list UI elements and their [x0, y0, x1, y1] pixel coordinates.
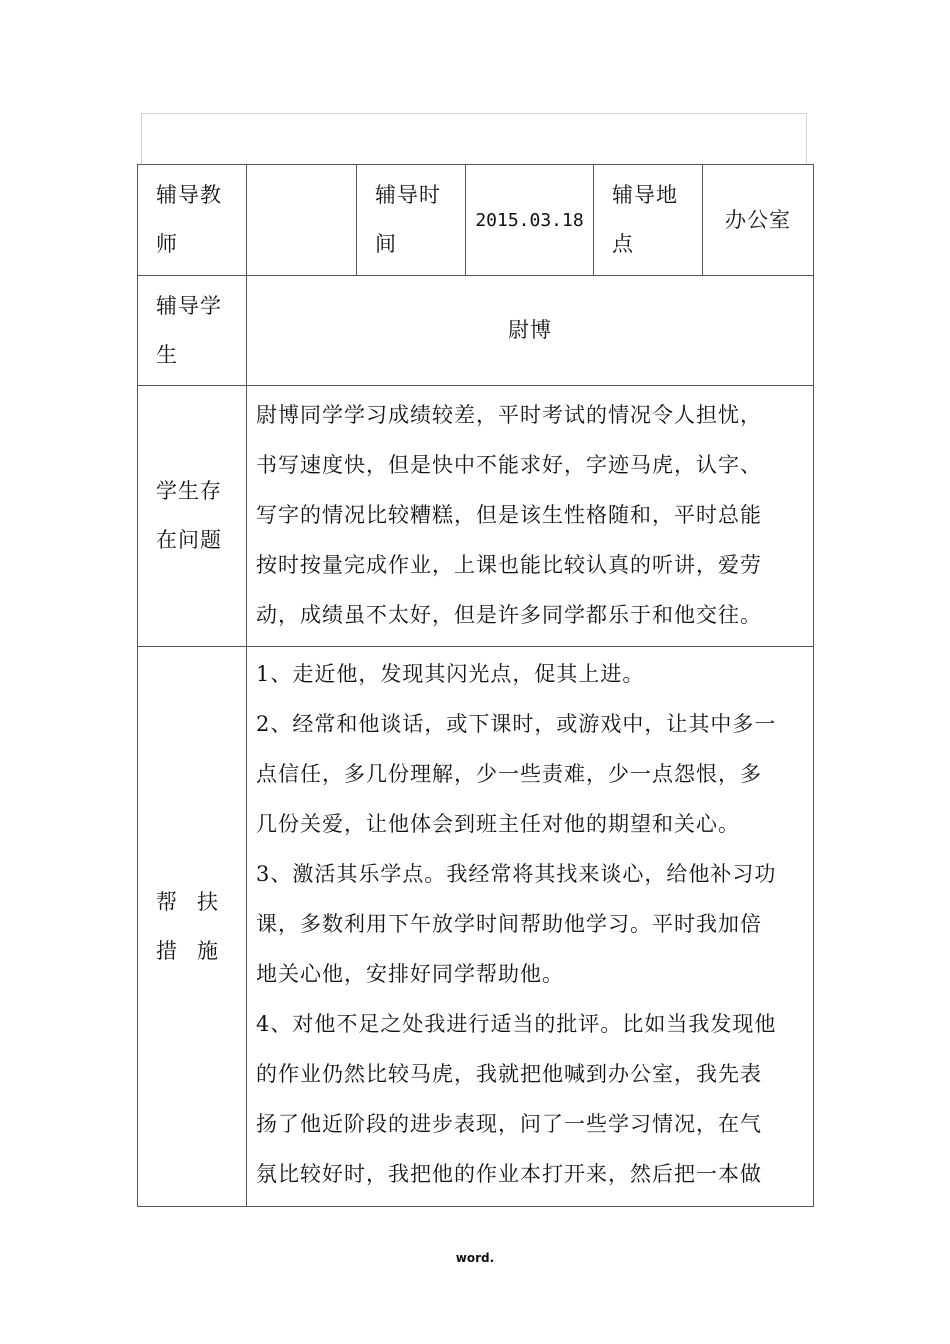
- problem-line: 书写速度快，但是快中不能求好，字迹马虎，认字、: [256, 453, 762, 477]
- teacher-value-cell[interactable]: [247, 165, 357, 276]
- problem-line: 写字的情况比较糟糕，但是该生性格随和，平时总能: [256, 503, 762, 527]
- student-row: [138, 276, 814, 386]
- measures-content-cell[interactable]: [247, 647, 814, 1207]
- measure-line: 4、对他不足之处我进行适当的批评。比如当我发现他: [256, 1012, 777, 1036]
- teacher-label-line2: 师: [156, 232, 178, 256]
- measures-label-line1: 帮扶: [156, 889, 238, 914]
- measures-label-cell: [138, 647, 247, 1207]
- problem-line: 尉博同学学习成绩较差，平时考试的情况令人担忧，: [256, 403, 762, 427]
- measures-label-line2: 措施: [156, 938, 238, 963]
- measure-line: 1、走近他，发现其闪光点，促其上进。: [256, 662, 645, 686]
- measure-line: 的作业仍然比较马虎，我就把他喊到办公室，我先表: [256, 1062, 762, 1086]
- teacher-label-cell: [138, 165, 247, 276]
- measures-row: [138, 647, 814, 1207]
- measure-line: 地关心他，安排好同学帮助他。: [256, 962, 564, 986]
- header-row: [138, 165, 814, 276]
- time-label-line2: 间: [375, 232, 397, 256]
- place-label-line2: 点: [612, 232, 634, 256]
- measure-line: 3、激活其乐学点。我经常将其找来谈心，给他补习功: [256, 862, 777, 886]
- student-name-cell[interactable]: 尉博: [247, 276, 814, 386]
- time-label-cell: [357, 165, 466, 276]
- measure-line: 点信任，多几份理解，少一些责难，少一点怨恨，多: [256, 762, 762, 786]
- measure-line: 扬了他近阶段的进步表现，问了一些学习情况，在气: [256, 1112, 762, 1136]
- measure-line: 课，多数利用下午放学时间帮助他学习。平时我加倍: [256, 912, 762, 936]
- student-label-line2: 生: [156, 342, 178, 367]
- place-value-cell[interactable]: 办公室: [703, 165, 814, 276]
- measure-line: 几份关爱，让他体会到班主任对他的期望和关心。: [256, 812, 740, 836]
- problem-content-cell[interactable]: [247, 386, 814, 647]
- problem-line: 按时按量完成作业，上课也能比较认真的听讲，爱劳: [256, 553, 762, 577]
- student-label-cell: [138, 276, 247, 386]
- time-value-cell[interactable]: 2015.03.18: [466, 165, 594, 276]
- measure-line: 氛比较好时，我把他的作业本打开来，然后把一本做: [256, 1162, 762, 1186]
- problem-label-cell: [138, 386, 247, 647]
- tutoring-record-table: [137, 164, 814, 1207]
- previous-page-table-edge: [141, 113, 807, 165]
- problem-label-line2: 在问题: [156, 528, 222, 552]
- problem-line: 动，成绩虽不太好，但是许多同学都乐于和他交往。: [256, 603, 762, 627]
- student-label-line1: 辅导学: [156, 293, 222, 318]
- problem-row: [138, 386, 814, 647]
- page-footer: word.: [455, 1251, 495, 1265]
- teacher-label-line1: 辅导教: [156, 183, 222, 207]
- measure-line: 2、经常和他谈话，或下课时，或游戏中，让其中多一: [256, 712, 777, 736]
- place-label-cell: [594, 165, 703, 276]
- time-label-line1: 辅导时: [375, 183, 441, 207]
- place-label-line1: 辅导地: [612, 183, 678, 207]
- problem-label-line1: 学生存: [156, 479, 222, 503]
